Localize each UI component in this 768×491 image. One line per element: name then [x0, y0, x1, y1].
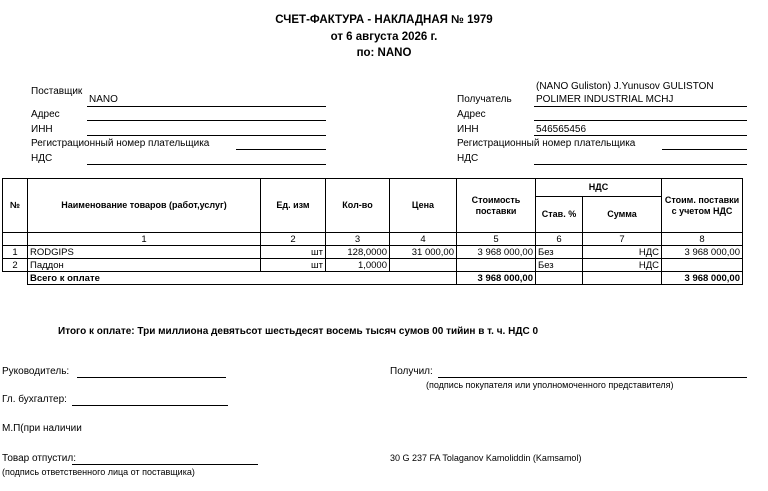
header-qty: Кол-во [326, 179, 390, 233]
supplier-address-label: Адрес [31, 109, 60, 120]
stamp-label: М.П(при наличии [2, 423, 82, 434]
supplier-reg-line [236, 149, 326, 150]
recipient-reg-label: Регистрационный номер плательщика [457, 138, 636, 149]
recipient-inn-label: ИНН [457, 124, 479, 135]
col-number: 5 [457, 233, 536, 246]
recipient-line [534, 106, 747, 107]
row-unit: шт [261, 259, 326, 272]
row-price [390, 259, 457, 272]
col-number: 2 [261, 233, 326, 246]
recipient-value-line1: (NANO Guliston) J.Yunusov GULISTON [536, 81, 714, 92]
header-price: Цена [390, 179, 457, 233]
header-total: Стоим. поставки с учетом НДС [662, 179, 743, 233]
supplier-inn-line [87, 135, 326, 136]
col-number: 3 [326, 233, 390, 246]
total-label: Всего к оплате [28, 272, 457, 285]
row-total [662, 259, 743, 272]
director-signature-line [77, 377, 226, 378]
header-vat-rate: Став. % [536, 197, 583, 233]
row-price: 31 000,00 [390, 246, 457, 259]
supplier-line [87, 106, 326, 107]
col-number: 4 [390, 233, 457, 246]
recipient-inn-value: 546565456 [536, 124, 587, 135]
invoice-title: СЧЕТ-ФАКТУРА - НАКЛАДНАЯ № 1979 [275, 14, 493, 26]
header-vat: НДС [536, 179, 662, 197]
row-rate: Без [536, 246, 583, 259]
col-number: 8 [662, 233, 743, 246]
released-label: Товар отпустил: [2, 453, 76, 464]
header-vat-sum: Сумма [583, 197, 662, 233]
released-note: (подпись ответственного лица от поставщика) [2, 467, 195, 477]
total-vat-blank [583, 272, 662, 285]
supplier-vat-line [87, 164, 326, 165]
supplier-inn-label: ИНН [31, 124, 53, 135]
recipient-vat-label: НДС [457, 153, 479, 164]
row-unit: шт [261, 246, 326, 259]
col-number: 6 [536, 233, 583, 246]
row-qty: 1,0000 [326, 259, 390, 272]
accountant-signature-line [72, 405, 228, 406]
director-label: Руководитель: [2, 366, 70, 377]
invoice-contract: по: NANO [356, 47, 412, 59]
total-row [3, 272, 743, 285]
header-unit: Ед. изм [261, 179, 326, 233]
row-total: 3 968 000,00 [662, 246, 743, 259]
invoice-date: от 6 августа 2026 г. [330, 31, 438, 43]
table-row [3, 246, 743, 259]
recipient-address-label: Адрес [457, 109, 486, 120]
supplier-vat-label: НДС [31, 153, 53, 164]
row-vat: НДС [583, 259, 662, 272]
row-cost: 3 968 000,00 [457, 246, 536, 259]
col-number: 7 [583, 233, 662, 246]
recipient-label: Получатель [457, 94, 512, 105]
header-cost: Стоимость поставки [457, 179, 536, 233]
received-label: Получил: [390, 366, 433, 377]
recipient-inn-line [534, 135, 747, 136]
recipient-reg-line [662, 149, 747, 150]
released-signature-line [72, 464, 258, 465]
header-name: Наименование товаров (работ,услуг) [28, 179, 261, 233]
row-num: 1 [3, 246, 28, 259]
total-row-blank [3, 272, 28, 285]
goods-table [2, 178, 743, 285]
total-sum: 3 968 000,00 [662, 272, 743, 285]
total-cost: 3 968 000,00 [457, 272, 536, 285]
total-in-words: Итого к оплате: Три миллиона девятьсот шестьдесят восемь тысяч сумов 00 тийин в т. ч. НДС 0 [58, 326, 539, 337]
accountant-label: Гл. бухгалтер: [2, 394, 67, 405]
row-num: 2 [3, 259, 28, 272]
supplier-reg-label: Регистрационный номер плательщика [31, 138, 210, 149]
recipient-value-line2: POLIMER INDUSTRIAL MCHJ [536, 94, 674, 105]
supplier-label: Поставщик [31, 86, 83, 97]
col-number [3, 233, 28, 246]
supplier-value: NANO [89, 94, 118, 105]
supplier-address-line [87, 120, 326, 121]
row-vat: НДС [583, 246, 662, 259]
row-name: Паддон [28, 259, 261, 272]
proxy-info: 30 G 237 FA Tolaganov Kamoliddin (Kamsamol) [390, 453, 582, 463]
row-rate: Без [536, 259, 583, 272]
col-number: 1 [28, 233, 261, 246]
recipient-address-line [534, 120, 747, 121]
row-qty: 128,0000 [326, 246, 390, 259]
header-num: № [3, 179, 28, 233]
recipient-vat-line [534, 164, 747, 165]
total-rate-blank [536, 272, 583, 285]
column-number-row [3, 233, 743, 246]
table-row [3, 259, 743, 272]
received-note: (подпись покупателя или уполномоченного представителя) [426, 380, 674, 390]
row-name: RODGIPS [28, 246, 261, 259]
received-signature-line [438, 377, 747, 378]
row-cost [457, 259, 536, 272]
